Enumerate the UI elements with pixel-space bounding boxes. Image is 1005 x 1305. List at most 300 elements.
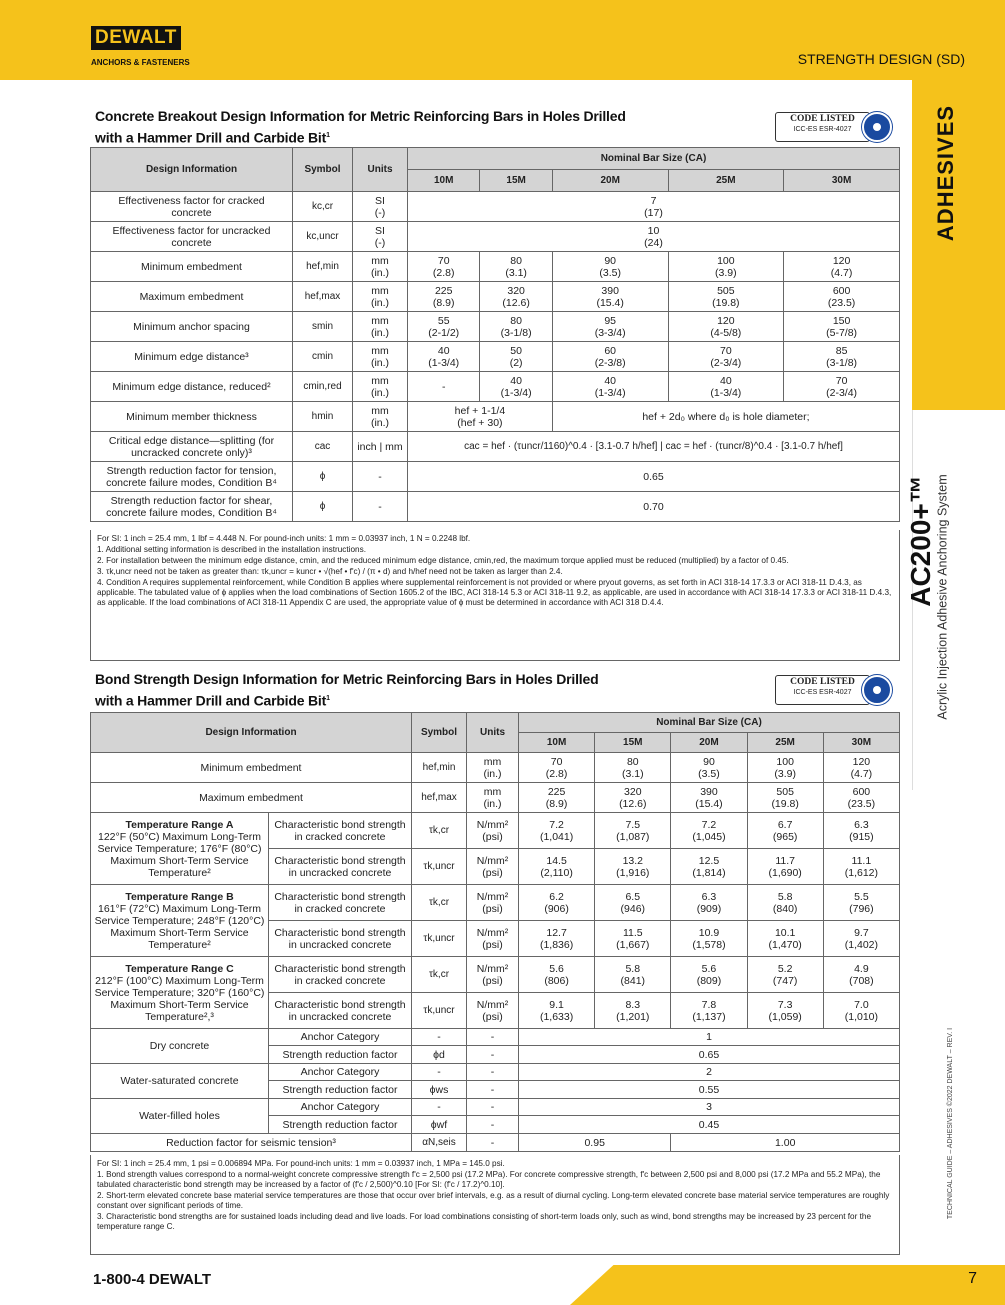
- line2: (3.5): [599, 266, 621, 279]
- row-symbol: -: [412, 1064, 467, 1081]
- line1: 7.8: [701, 998, 717, 1011]
- row-value: [671, 993, 747, 1029]
- line1: 320: [507, 284, 525, 297]
- t1-size-1: 15M: [480, 170, 552, 192]
- row-value: [671, 957, 747, 993]
- line2: (8.9): [545, 797, 568, 810]
- row-symbol: τk,uncr: [412, 993, 467, 1029]
- line1: 10: [647, 224, 660, 237]
- row-value: [668, 342, 784, 372]
- line1: 7.3: [777, 998, 793, 1011]
- line2: (4.7): [830, 266, 853, 279]
- row-value: [552, 282, 668, 312]
- line1: N/mm²: [476, 890, 509, 903]
- product-name: AC200+™: [904, 475, 936, 607]
- line2: (3-3/4): [594, 326, 626, 339]
- row-value: [408, 192, 900, 222]
- line2: (psi): [482, 1010, 503, 1023]
- line2: (3.9): [715, 266, 737, 279]
- table1-title-line1: Concrete Breakout Design Information for Metric Reinforcing Bars in Holes Drilled: [95, 108, 626, 124]
- row-value: [519, 993, 595, 1029]
- line2: (1-3/4): [428, 356, 460, 369]
- line2: (1-3/4): [594, 386, 626, 399]
- row-value: [408, 492, 900, 522]
- line2: (1,916): [616, 866, 650, 879]
- brand-logo: DEWALT: [91, 26, 181, 50]
- row-value: [784, 372, 900, 402]
- line1: 120: [717, 314, 735, 327]
- row-label: Anchor Category: [269, 1099, 412, 1116]
- row-symbol: ϕwf: [412, 1116, 467, 1134]
- line2: (23.5): [847, 797, 876, 810]
- line1: SI: [375, 224, 385, 237]
- side-category-label: ADHESIVES: [933, 104, 959, 242]
- row-symbol: hef,min: [412, 753, 467, 783]
- line2: (8.9): [432, 296, 455, 309]
- row-value: 0.55: [519, 1081, 900, 1099]
- table-row: [91, 342, 900, 372]
- table2-title-sup: 1: [326, 695, 330, 702]
- row-value-right: hef + 2d₀ where d₀ is hole diameter;: [552, 402, 899, 432]
- row-value: [519, 921, 595, 957]
- row-value: 0.95: [519, 1134, 671, 1152]
- row-label: Strength reduction factor: [269, 1081, 412, 1099]
- line1: 90: [703, 755, 715, 768]
- table-row: [91, 885, 900, 921]
- line1: 7.5: [625, 818, 641, 831]
- row-value: [671, 885, 747, 921]
- line2: (1,201): [616, 1010, 650, 1023]
- line1: 5.2: [777, 962, 793, 975]
- row-value: [747, 921, 823, 957]
- t2-h-units: Units: [467, 713, 519, 753]
- line1: 6.2: [549, 890, 564, 903]
- row-value: [595, 849, 671, 885]
- row-units: [467, 753, 519, 783]
- row-value: [595, 957, 671, 993]
- footer-bar: [570, 1265, 1005, 1305]
- row-symbol: smin: [293, 312, 353, 342]
- line1: 5.6: [701, 962, 717, 975]
- row-units: [353, 252, 408, 282]
- row-symbol: ϕd: [412, 1046, 467, 1064]
- certification-seal-icon-2: [862, 675, 892, 705]
- row-value-left: [408, 402, 553, 432]
- line2: (in.): [483, 797, 502, 810]
- row-value: [823, 957, 899, 993]
- row-value: [595, 993, 671, 1029]
- line1: 8.3: [625, 998, 641, 1011]
- row-value: [671, 849, 747, 885]
- line1: 10.9: [698, 926, 720, 939]
- row-units: [353, 432, 408, 462]
- line1: mm: [371, 284, 389, 297]
- table-row: [91, 252, 900, 282]
- row-value: [480, 252, 552, 282]
- line2: (19.8): [771, 797, 799, 810]
- row-symbol: kc,uncr: [293, 222, 353, 252]
- page-number: 7: [968, 1270, 977, 1287]
- line1: mm: [371, 374, 389, 387]
- table2: [90, 712, 900, 1152]
- row-label: Strength reduction factor for tension, concrete failure modes, Condition B⁴: [91, 462, 293, 492]
- table-row: [91, 1134, 900, 1152]
- line1: 505: [776, 785, 794, 798]
- t1-size-3: 25M: [668, 170, 784, 192]
- line2: (-): [374, 236, 386, 249]
- temp-range: [91, 885, 269, 957]
- note: 3. Characteristic bond strengths are for sustained loads including dead and live loads. For load combinations consisting of short-term loads only, such as wind, bond strengths may be increased by 23 percent for the temperature range C.: [97, 1212, 871, 1231]
- row-value: [408, 222, 900, 252]
- line1: 6.5: [625, 890, 641, 903]
- table-row: [91, 1029, 900, 1046]
- row-units: [353, 462, 408, 492]
- note: 1. Bond strength values correspond to a normal-weight concrete compressive strength f'c = 2,500 psi (17.2 MPa). For concrete compressive strength, f'c between 2,500 psi and 8,000 psi (17.2 MPa and 55.2 MPa), the tabulated characteristic bond strength may be increased by a factor of (f'c / 2,500)^0.10 [For SI: (f'c / 17.2)^0.10].: [97, 1170, 881, 1189]
- row-value: [519, 783, 595, 813]
- row-units: [467, 921, 519, 957]
- row-symbol: cmin: [293, 342, 353, 372]
- table-row: [91, 1064, 900, 1081]
- row-symbol: hef,max: [293, 282, 353, 312]
- line1: 11.7: [775, 854, 795, 867]
- t2-size-1: 15M: [595, 733, 671, 753]
- row-value: [784, 282, 900, 312]
- row-value: [747, 813, 823, 849]
- table1-title-sup: 1: [326, 132, 330, 139]
- line1: 12.5: [698, 854, 720, 867]
- line2: (12.6): [502, 296, 530, 309]
- line1: 14.5: [546, 854, 567, 867]
- row-value: [480, 312, 552, 342]
- line1: 6.7: [777, 818, 793, 831]
- table-row: [91, 492, 900, 522]
- row-value: [784, 312, 900, 342]
- line1: 225: [547, 785, 566, 798]
- table1-title: [95, 107, 626, 148]
- product-subtitle: Acrylic Injection Adhesive Anchoring System: [935, 474, 950, 720]
- badge-sub: ICC-ES ESR-4027: [793, 126, 852, 133]
- line2: (2): [509, 356, 523, 369]
- row-symbol: τk,cr: [412, 885, 467, 921]
- table1: [90, 147, 900, 522]
- row-units: -: [467, 1064, 519, 1081]
- line2: (in.): [370, 356, 390, 369]
- section-title: STRENGTH DESIGN (SD): [797, 51, 965, 67]
- row-label: Minimum member thickness: [91, 402, 293, 432]
- row-value: [408, 372, 480, 402]
- row-value: [747, 885, 823, 921]
- line1: 55: [437, 314, 450, 327]
- row-value: [668, 312, 784, 342]
- row-label: Strength reduction factor: [269, 1046, 412, 1064]
- line1: N/mm²: [476, 962, 509, 975]
- note: For SI: 1 inch = 25.4 mm, 1 lbf = 4.448 N. For pound-inch units: 1 mm = 0.03937 inch, 1 N = 0.2248 lbf.: [97, 534, 471, 543]
- note: 2. For installation between the minimum edge distance, cmin, and the reduced minimum edge distance, cmin,red, the maximum torque applied must be reduced (multiplied) by a factor of 0.45.: [97, 556, 789, 565]
- row-value: [823, 753, 899, 783]
- t1-h-design: Design Information: [91, 148, 293, 192]
- table-row: [91, 192, 900, 222]
- table2-title-line2-text: with a Hammer Drill and Carbide Bit: [95, 692, 327, 709]
- line1: 150: [832, 314, 851, 327]
- row-label: Maximum embedment: [91, 783, 412, 813]
- row-value: [519, 849, 595, 885]
- line2: (1,045): [692, 830, 726, 843]
- condition-name: Water-saturated concrete: [91, 1064, 269, 1099]
- line1: mm: [371, 344, 389, 357]
- row-units: [353, 342, 408, 372]
- row-value: 1.00: [671, 1134, 900, 1152]
- table-row: [91, 282, 900, 312]
- line2: (946): [620, 902, 646, 915]
- note: 1. Additional setting information is described in the installation instructions.: [97, 545, 366, 554]
- table2-title-line2: [95, 689, 598, 711]
- tech-guide-text: TECHNICAL GUIDE – ADHESIVES ©2022 DEWALT – REV. I: [947, 1027, 955, 1220]
- row-label: Minimum edge distance³: [91, 342, 293, 372]
- t1-size-4: 30M: [784, 170, 900, 192]
- line1: 0.70: [643, 500, 664, 513]
- row-value: [668, 252, 784, 282]
- table1-notes: [90, 530, 900, 661]
- line1: 12.7: [546, 926, 567, 939]
- row-label: Characteristic bond strength in uncracked concrete: [269, 993, 412, 1029]
- line1: 70: [437, 254, 450, 267]
- row-value: [480, 342, 552, 372]
- line1: N/mm²: [476, 926, 509, 939]
- temp-range: [91, 813, 269, 885]
- table-row: [91, 312, 900, 342]
- row-units: -: [467, 1116, 519, 1134]
- t2-h-symbol: Symbol: [412, 713, 467, 753]
- t1-h-symbol: Symbol: [293, 148, 353, 192]
- table2-notes: [90, 1155, 900, 1255]
- t2-size-3: 25M: [747, 733, 823, 753]
- line1: 85: [835, 344, 848, 357]
- row-units: [467, 993, 519, 1029]
- line2: (15.4): [596, 296, 624, 309]
- line2: (1,010): [844, 1010, 879, 1023]
- line2: (3.5): [698, 767, 720, 780]
- row-units: -: [467, 1081, 519, 1099]
- row-label: Characteristic bond strength in cracked concrete: [269, 813, 412, 849]
- row-value: [671, 783, 747, 813]
- row-symbol: τk,cr: [412, 813, 467, 849]
- line2: (796): [849, 902, 874, 915]
- row-formula: cac = hef · (τuncr/1160)^0.4 · [3.1-0.7 h/hef] | cac = hef · (τuncr/8)^0.4 · [3.1-0.7 h/hef]: [408, 432, 900, 462]
- row-label: Minimum embedment: [91, 252, 293, 282]
- line1: 11.5: [622, 926, 643, 939]
- row-value: [595, 813, 671, 849]
- line2: (in.): [370, 266, 390, 279]
- row-value: 1: [519, 1029, 900, 1046]
- row-units: [353, 222, 408, 252]
- line1: SI: [375, 194, 385, 207]
- line1: -: [378, 500, 382, 513]
- line2: (2,110): [540, 866, 573, 879]
- line2: (2-1/2): [428, 326, 460, 339]
- line1: 100: [776, 755, 794, 768]
- line2: (1,667): [616, 938, 650, 951]
- line2: (15.4): [695, 797, 723, 810]
- line1: 11.1: [851, 854, 872, 867]
- line1: 0.65: [643, 470, 664, 483]
- line2: (3-1/8): [826, 356, 858, 369]
- row-value: [552, 312, 668, 342]
- line2: (1-3/4): [500, 386, 532, 399]
- line2: (965): [772, 830, 798, 843]
- line1: 600: [832, 284, 851, 297]
- row-value: [552, 342, 668, 372]
- line2: (1,087): [616, 830, 650, 843]
- row-value: [671, 921, 747, 957]
- row-value: [823, 993, 899, 1029]
- line2: (3.1): [621, 767, 644, 780]
- line2: (1,814): [692, 866, 726, 879]
- row-symbol: ϕ: [293, 492, 353, 522]
- note: 2. Short-term elevated concrete base material service temperatures are those that occur over brief intervals, e.g. as a result of diurnal cycling. Long-term elevated concrete base material service temperatures are roughly constant over significant periods of time.: [97, 1191, 890, 1210]
- row-symbol: ϕws: [412, 1081, 467, 1099]
- line2: (-): [374, 206, 386, 219]
- line1: hef + 1-1/4: [454, 404, 506, 417]
- line1: mm: [371, 254, 389, 267]
- temp-range-desc: 212°F (100°C) Maximum Long-Term Service Temperature; 320°F (160°C) Maximum Short-Term Service Temperature²,³: [94, 974, 265, 1023]
- line1: 80: [626, 755, 639, 768]
- temp-range: [91, 957, 269, 1029]
- row-symbol: τk,cr: [412, 957, 467, 993]
- t1-h-units: Units: [353, 148, 408, 192]
- row-symbol: hef,min: [293, 252, 353, 282]
- temp-range-name: Temperature Range B: [125, 890, 234, 903]
- line2: (906): [544, 902, 569, 915]
- line2: (psi): [482, 902, 503, 915]
- temp-range-name: Temperature Range A: [125, 818, 234, 831]
- t2-size-0: 10M: [519, 733, 595, 753]
- table2-title-line1: Bond Strength Design Information for Metric Reinforcing Bars in Holes Drilled: [95, 671, 599, 687]
- line1: 6.3: [854, 818, 869, 831]
- table-row: [91, 1099, 900, 1116]
- row-units: -: [467, 1046, 519, 1064]
- row-units: [467, 813, 519, 849]
- row-value: [408, 312, 480, 342]
- row-value: [747, 783, 823, 813]
- table-row: [91, 222, 900, 252]
- line1: 7.0: [854, 998, 869, 1011]
- row-label: Minimum embedment: [91, 753, 412, 783]
- row-value: [408, 462, 900, 492]
- line2: (1,137): [692, 1010, 726, 1023]
- line1: 70: [720, 344, 732, 357]
- line2: (1,470): [768, 938, 802, 951]
- line2: (in.): [483, 767, 502, 780]
- line2: (17): [644, 206, 663, 219]
- note: 3. τk,uncr need not be taken as greater than: τk,uncr = kuncr • √(hef • f'c) / (π • d) and h/hef need not be taken as larger than 2.4.: [97, 567, 563, 576]
- row-value: [823, 885, 899, 921]
- row-label: Maximum embedment: [91, 282, 293, 312]
- line2: (12.6): [619, 797, 647, 810]
- line1: -: [378, 470, 382, 483]
- row-label: Characteristic bond strength in cracked concrete: [269, 957, 412, 993]
- row-units: [467, 957, 519, 993]
- row-units: [353, 492, 408, 522]
- line1: mm: [371, 314, 389, 327]
- row-value: 3: [519, 1099, 900, 1116]
- temp-range-desc: 122°F (50°C) Maximum Long-Term Service Temperature; 176°F (80°C) Maximum Short-Term Service Temperature²: [97, 830, 262, 879]
- line1: N/mm²: [476, 854, 509, 867]
- line2: (psi): [482, 974, 503, 987]
- line1: inch | mm: [357, 440, 403, 453]
- temp-range-name: Temperature Range C: [125, 962, 234, 975]
- badge-title-2: CODE LISTED: [790, 677, 855, 687]
- t2-h-nominal: Nominal Bar Size (CA): [519, 713, 900, 733]
- line2: (1,633): [539, 1010, 574, 1023]
- line2: (2-3/4): [826, 386, 858, 399]
- line1: 5.6: [549, 962, 564, 975]
- line2: (840): [772, 902, 798, 915]
- row-value: 0.45: [519, 1116, 900, 1134]
- row-value: [408, 252, 480, 282]
- condition-name: Water-filled holes: [91, 1099, 269, 1134]
- line2: (psi): [482, 866, 503, 879]
- line1: 225: [434, 284, 453, 297]
- line1: 7.2: [701, 818, 717, 831]
- table-row: [91, 432, 900, 462]
- line1: 120: [832, 254, 851, 267]
- row-units: [353, 282, 408, 312]
- line1: mm: [371, 404, 389, 417]
- row-units: [353, 312, 408, 342]
- line2: (915): [849, 830, 874, 843]
- row-symbol: kc,cr: [293, 192, 353, 222]
- line2: (3-1/8): [500, 326, 532, 339]
- row-value: [747, 753, 823, 783]
- line1: 40: [510, 374, 522, 387]
- row-units: -: [467, 1134, 519, 1152]
- row-symbol: ϕ: [293, 462, 353, 492]
- t1-size-2: 20M: [552, 170, 668, 192]
- line2: (1,690): [768, 866, 802, 879]
- row-label: Strength reduction factor: [269, 1116, 412, 1134]
- table-row: [91, 402, 900, 432]
- row-symbol: τk,uncr: [412, 921, 467, 957]
- line2: (1,041): [539, 830, 574, 843]
- line2: (841): [620, 974, 646, 987]
- row-label: Anchor Category: [269, 1029, 412, 1046]
- line1: 60: [604, 344, 617, 357]
- line1: 100: [717, 254, 735, 267]
- row-value: [823, 849, 899, 885]
- row-symbol: hmin: [293, 402, 353, 432]
- side-category: [932, 100, 972, 250]
- row-symbol: -: [412, 1029, 467, 1046]
- line2: (708): [849, 974, 874, 987]
- row-label: Strength reduction factor for shear, concrete failure modes, Condition B⁴: [91, 492, 293, 522]
- row-value: [668, 282, 784, 312]
- row-value: [595, 885, 671, 921]
- line2: (5-7/8): [826, 326, 858, 339]
- line1: 80: [510, 314, 522, 327]
- row-symbol: cmin,red: [293, 372, 353, 402]
- row-symbol: -: [412, 1099, 467, 1116]
- badge-sub-2: ICC-ES ESR-4027: [793, 689, 852, 696]
- row-value: [595, 783, 671, 813]
- line1: 5.5: [854, 890, 869, 903]
- line1: 95: [604, 314, 617, 327]
- line2: (2-3/4): [710, 356, 742, 369]
- table2-title: [95, 670, 598, 711]
- row-symbol: τk,uncr: [412, 849, 467, 885]
- row-value: [552, 372, 668, 402]
- row-value: [480, 282, 552, 312]
- line2: (1-3/4): [710, 386, 742, 399]
